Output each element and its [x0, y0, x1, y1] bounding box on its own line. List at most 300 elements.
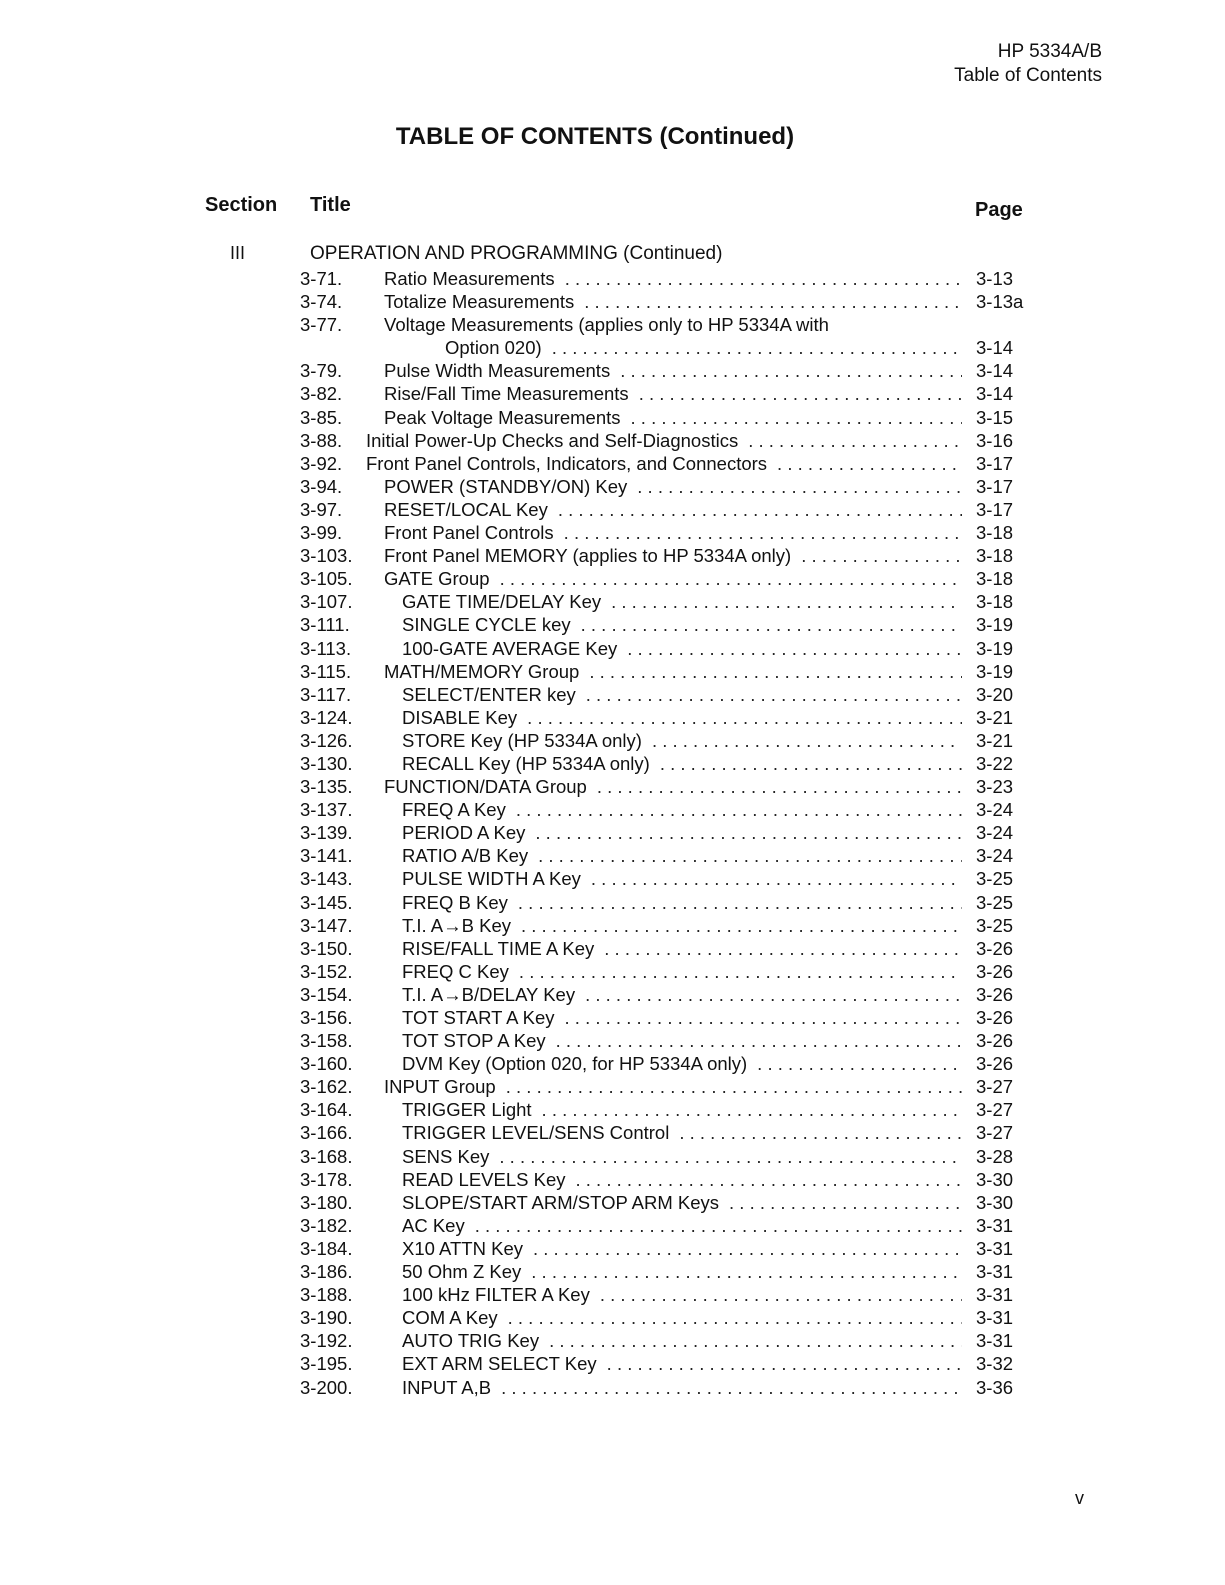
toc-entry-number: 3-82. [300, 383, 343, 405]
toc-entry [300, 983, 1020, 1006]
toc-entry [300, 1191, 1020, 1214]
toc-entry-page: 3-25 [976, 891, 1014, 913]
toc-entry-number: 3-99. [300, 522, 343, 544]
toc-entry [300, 660, 1020, 683]
toc-entry [300, 521, 1020, 544]
toc-entry-page: 3-36 [976, 1376, 1014, 1398]
dot-leader [538, 844, 962, 867]
toc-entry-page: 3-13 [976, 268, 1014, 289]
toc-entry-number: 3-158. [300, 1030, 353, 1052]
toc-entry-title-wrap [366, 452, 962, 475]
dot-leader [531, 1260, 962, 1283]
toc-entry-number: 3-190. [300, 1307, 353, 1329]
dot-leader [581, 613, 962, 636]
dot-leader [565, 1006, 962, 1029]
toc-entry-title-wrap [384, 521, 962, 544]
toc-entry-page: 3-19 [976, 660, 1014, 682]
dot-leader [801, 544, 962, 567]
toc-entry-page: 3-21 [976, 706, 1014, 728]
toc-entry-title: Voltage Measurements (applies only to HP 5334A with [384, 314, 829, 336]
toc-entry-number: 3-143. [300, 868, 353, 890]
toc-entry [300, 544, 1020, 567]
toc-entry-page: 3-31 [976, 1284, 1014, 1306]
toc-entry-title: FREQ A Key [402, 799, 506, 821]
toc-entry-title: 50 Ohm Z Key [402, 1261, 522, 1283]
toc-entry-title: READ LEVELS Key [402, 1168, 566, 1190]
dot-leader [475, 1214, 962, 1237]
dot-leader [589, 660, 962, 683]
toc-entry-title-wrap [402, 1306, 962, 1329]
toc-entry-number: 3-92. [300, 452, 343, 474]
column-header-section: Section [205, 194, 278, 216]
dot-leader [576, 1168, 963, 1191]
toc-entry-title-wrap [384, 660, 962, 683]
toc-entry-title: DVM Key (Option 020, for HP 5334A only) [402, 1053, 748, 1075]
toc-entry-number: 3-180. [300, 1191, 353, 1213]
dot-leader [600, 1283, 962, 1306]
toc-entry-page: 3-31 [976, 1307, 1014, 1329]
toc-entry-title-wrap [402, 637, 962, 660]
dot-leader [549, 1329, 962, 1352]
toc-entry-title-wrap [402, 1121, 962, 1144]
toc-entry-page: 3-30 [976, 1168, 1014, 1190]
toc-entry-page: 3-32 [976, 1353, 1014, 1375]
toc-entry-title: TRIGGER LEVEL/SENS Control [402, 1122, 670, 1144]
toc-entry [300, 960, 1020, 983]
toc-entry-number: 3-71. [300, 268, 343, 289]
dot-leader [564, 521, 962, 544]
dot-leader [679, 1121, 962, 1144]
page-title: TABLE OF CONTENTS (Continued) [395, 123, 795, 150]
toc-entry [300, 729, 1020, 752]
toc-entry [300, 1052, 1020, 1075]
toc-entry-page: 3-26 [976, 960, 1014, 982]
toc-entry [300, 1352, 1020, 1375]
toc-entry-number: 3-111. [300, 614, 350, 636]
toc-entry-page: 3-25 [976, 914, 1014, 936]
toc-entry-title: AC Key [402, 1214, 465, 1236]
toc-entry-title: INPUT Group [384, 1076, 496, 1098]
toc-entry-title: FREQ C Key [402, 960, 509, 982]
dot-leader [585, 983, 962, 1006]
dot-leader [777, 452, 962, 475]
toc-entry-number: 3-160. [300, 1053, 353, 1075]
dot-leader [556, 1029, 962, 1052]
toc-entry-title-wrap [402, 729, 962, 752]
toc-entry-page: 3-22 [976, 752, 1014, 774]
column-header-page: Page [975, 199, 1023, 221]
dot-leader [500, 567, 962, 590]
toc-entry-title-wrap [402, 1168, 962, 1191]
toc-entry-number: 3-117. [300, 683, 352, 705]
toc-entry-page: 3-31 [976, 1237, 1014, 1259]
toc-entry-number: 3-139. [300, 822, 353, 844]
dot-leader [527, 706, 962, 729]
dot-leader [565, 267, 962, 290]
toc-entry-title: Initial Power-Up Checks and Self-Diagnostics [366, 429, 739, 451]
dot-leader [652, 729, 962, 752]
toc-entry-number: 3-130. [300, 752, 353, 774]
toc-entry [300, 637, 1020, 660]
toc-entry-title: COM A Key [402, 1307, 498, 1329]
toc-entry-title-wrap [384, 475, 962, 498]
toc-entry-number: 3-115. [300, 660, 352, 682]
dot-leader [519, 960, 962, 983]
toc-entry-title-wrap [384, 1075, 962, 1098]
toc-entry-title-wrap [402, 821, 962, 844]
column-header-title: Title [310, 194, 351, 216]
toc-entry [300, 1329, 1020, 1352]
toc-entry-title-wrap [402, 1376, 962, 1399]
page-number: v [1075, 1488, 1084, 1508]
toc-entry-title-wrap [402, 683, 962, 706]
toc-entry-title: DISABLE Key [402, 706, 518, 728]
toc-entry-page: 3-26 [976, 1030, 1014, 1052]
toc-entry [300, 1214, 1020, 1237]
dot-leader [597, 775, 962, 798]
toc-entry [300, 452, 1020, 475]
toc-entry-title-wrap [402, 937, 962, 960]
toc-entry-page: 3-23 [976, 776, 1014, 798]
toc-entry [300, 613, 1020, 636]
toc-entry-title: EXT ARM SELECT Key [402, 1353, 597, 1375]
toc-entry-number: 3-141. [300, 845, 353, 867]
toc-entry-title: RATIO A/B Key [402, 845, 529, 867]
toc-entry-page: 3-16 [976, 429, 1014, 451]
toc-entry-title: GATE Group [384, 568, 490, 590]
toc-entry-title-wrap [384, 290, 962, 313]
toc-entry-number: 3-186. [300, 1261, 353, 1283]
toc-entry-title-wrap [384, 775, 962, 798]
toc-entry-title: Option 020) [445, 337, 542, 359]
toc-entry [300, 1098, 1020, 1121]
toc-entry-number: 3-156. [300, 1007, 353, 1028]
toc-entry-title-wrap [402, 1145, 962, 1168]
toc-entry-page: 3-27 [976, 1076, 1014, 1098]
toc-entry-title: SENS Key [402, 1145, 490, 1167]
toc-entry-title-wrap [384, 382, 962, 405]
toc-entry [300, 706, 1020, 729]
toc-entry-page: 3-30 [976, 1191, 1014, 1213]
toc-entry-title: RESET/LOCAL Key [384, 498, 548, 520]
toc-entry-number: 3-85. [300, 406, 343, 428]
toc-entry-title: Front Panel Controls [384, 522, 554, 544]
dot-leader [639, 382, 962, 405]
toc-entry-title-wrap [402, 914, 962, 937]
toc-entry-title: STORE Key (HP 5334A only) [402, 729, 642, 751]
toc-entry-title-wrap [402, 706, 962, 729]
toc-entry-number: 3-74. [300, 291, 343, 313]
dot-leader [757, 1052, 962, 1075]
toc-entry [300, 1237, 1020, 1260]
dot-leader [552, 336, 962, 359]
toc-entry [300, 844, 1020, 867]
toc-entry-page: 3-14 [976, 360, 1014, 382]
toc-entry-title: FREQ B Key [402, 891, 508, 913]
toc-entry-title-wrap [384, 359, 962, 382]
toc-entry-title-wrap [402, 1214, 962, 1237]
toc-entry [300, 1145, 1020, 1168]
toc-entry [300, 1376, 1020, 1399]
toc-list [300, 267, 1024, 1399]
toc-entry-number: 3-168. [300, 1145, 353, 1167]
toc-entry-page: 3-27 [976, 1099, 1014, 1121]
toc-entry-title: T.I. A→B Key [402, 914, 511, 936]
toc-entry-title-wrap [366, 429, 962, 452]
toc-entry-title-wrap [402, 960, 962, 983]
toc-entry-title: PERIOD A Key [402, 822, 526, 844]
toc-entry-title: TRIGGER Light [402, 1099, 532, 1121]
dot-leader [499, 1145, 962, 1168]
toc-entry [300, 1029, 1020, 1052]
toc-entry-number: 3-97. [300, 498, 343, 520]
toc-entry-page: 3-19 [976, 637, 1014, 659]
toc-entry-title: Front Panel MEMORY (applies to HP 5334A only) [384, 545, 792, 567]
toc-entry-number: 3-77. [300, 314, 343, 336]
toc-entry-title-wrap [402, 1283, 962, 1306]
toc-entry [300, 1260, 1020, 1283]
toc-entry-title-wrap [402, 1006, 962, 1029]
toc-entry-page: 3-31 [976, 1330, 1014, 1352]
toc-entry-number: 3-105. [300, 568, 353, 590]
toc-entry-number: 3-164. [300, 1099, 353, 1121]
toc-entry [300, 891, 1020, 914]
toc-entry-number: 3-113. [300, 637, 352, 659]
toc-entry-title-wrap [402, 590, 962, 613]
toc-entry-title-wrap [402, 1352, 962, 1375]
toc-entry-title-wrap [402, 613, 962, 636]
toc-entry-title: AUTO TRIG Key [402, 1330, 540, 1352]
toc-entry-page: 3-24 [976, 822, 1014, 844]
toc-entry-page: 3-20 [976, 683, 1014, 705]
toc-entry-title-wrap [402, 867, 962, 890]
toc-entry-title: INPUT A,B [402, 1376, 492, 1398]
toc-entry [300, 567, 1020, 590]
toc-entry-page: 3-13a [976, 291, 1024, 313]
toc-entry-number: 3-154. [300, 983, 353, 1005]
toc-entry-title: Pulse Width Measurements [384, 360, 611, 382]
dot-leader [660, 752, 962, 775]
dot-leader [516, 798, 962, 821]
running-header [954, 40, 1102, 88]
dot-leader [611, 590, 962, 613]
toc-entry-title-wrap [384, 498, 962, 521]
toc-entry-page: 3-28 [976, 1145, 1014, 1167]
toc-entry-number: 3-184. [300, 1237, 353, 1259]
toc-entry [300, 752, 1020, 775]
toc-entry-title-wrap [384, 544, 962, 567]
dot-leader [508, 1306, 962, 1329]
toc-entry [300, 1283, 1020, 1306]
toc-entry-title: TOT STOP A Key [402, 1030, 546, 1052]
toc-entry-title: RISE/FALL TIME A Key [402, 937, 595, 959]
toc-entry-title: 100-GATE AVERAGE Key [402, 637, 618, 659]
toc-entry-title: FUNCTION/DATA Group [384, 776, 587, 798]
toc-entry-title: Ratio Measurements [384, 268, 555, 289]
toc-entry-title-wrap [384, 406, 962, 429]
toc-entry-page: 3-26 [976, 1007, 1014, 1028]
toc-entry-title: Front Panel Controls, Indicators, and Connectors [366, 452, 768, 474]
toc-entry-title-wrap [402, 891, 962, 914]
toc-entry-title: GATE TIME/DELAY Key [402, 591, 602, 613]
toc-entry-title: POWER (STANDBY/ON) Key [384, 475, 628, 497]
toc-entry-title-wrap [384, 267, 962, 290]
toc-entry-title-wrap [402, 1329, 962, 1352]
toc-entry-page: 3-31 [976, 1261, 1014, 1283]
toc-entry [300, 937, 1020, 960]
toc-entry-number: 3-200. [300, 1376, 353, 1398]
toc-entry-number: 3-126. [300, 729, 353, 751]
toc-entry-title-wrap [384, 567, 962, 590]
toc-entry-number: 3-103. [300, 545, 353, 567]
toc-entry-page: 3-26 [976, 983, 1014, 1005]
toc-entry [300, 290, 1024, 313]
toc-entry [300, 382, 1020, 405]
toc-entry-page: 3-18 [976, 591, 1014, 613]
toc-entry-number: 3-195. [300, 1353, 353, 1375]
toc-entry-page: 3-26 [976, 1053, 1014, 1075]
toc-entry-title-wrap [402, 1191, 962, 1214]
toc-entry-title: SLOPE/START ARM/STOP ARM Keys [402, 1191, 720, 1213]
toc-entry-title-wrap [402, 1098, 962, 1121]
toc-entry [300, 498, 1020, 521]
toc-entry-page: 3-25 [976, 868, 1014, 890]
toc-entry-page: 3-21 [976, 729, 1014, 751]
toc-entry [300, 775, 1020, 798]
dot-leader [535, 821, 962, 844]
dot-leader [558, 498, 962, 521]
dot-leader [586, 683, 962, 706]
toc-entry-page: 3-15 [976, 406, 1014, 428]
dot-leader [631, 406, 962, 429]
toc-entry-number: 3-124. [300, 706, 353, 728]
toc-entry-title: TOT START A Key [402, 1007, 555, 1028]
toc-entry-page: 3-31 [976, 1214, 1014, 1236]
dot-leader [620, 359, 962, 382]
toc-entry-title: RECALL Key (HP 5334A only) [402, 752, 650, 774]
toc-entry-number: 3-178. [300, 1168, 353, 1190]
toc-entry-title-wrap [402, 983, 962, 1006]
dot-leader [542, 1098, 962, 1121]
toc-entry-title: SINGLE CYCLE key [402, 614, 571, 636]
toc-entry-page: 3-14 [976, 337, 1014, 359]
dot-leader [637, 475, 962, 498]
toc-entry [300, 406, 1020, 429]
toc-entry [300, 313, 1020, 336]
toc-entry [300, 914, 1020, 937]
dot-leader [729, 1191, 962, 1214]
dot-leader [533, 1237, 962, 1260]
dot-leader [627, 637, 962, 660]
toc-entry [300, 1306, 1020, 1329]
toc-entry-title: 100 kHz FILTER A Key [402, 1284, 590, 1306]
toc-entry-number: 3-166. [300, 1122, 353, 1144]
toc-entry [300, 590, 1020, 613]
toc-entry-number: 3-192. [300, 1330, 353, 1352]
toc-entry-title: Rise/Fall Time Measurements [384, 383, 629, 405]
dot-leader [748, 429, 962, 452]
toc-entry-title-wrap [402, 1052, 962, 1075]
header-section: Table of Contents [954, 65, 1102, 86]
toc-entry [300, 798, 1020, 821]
dot-leader [604, 937, 962, 960]
toc-entry [300, 1006, 1020, 1029]
section-number: III [230, 243, 246, 263]
toc-entry-page: 3-18 [976, 545, 1014, 567]
toc-entry-page: 3-24 [976, 799, 1014, 821]
toc-entry-page: 3-17 [976, 475, 1014, 497]
toc-entry [300, 821, 1020, 844]
toc-entry [300, 1168, 1020, 1191]
dot-leader [591, 867, 962, 890]
toc-entry-number: 3-147. [300, 914, 353, 936]
toc-entry [300, 1121, 1020, 1144]
toc-entry-number: 3-188. [300, 1284, 353, 1306]
dot-leader [501, 1376, 962, 1399]
toc-entry-number: 3-107. [300, 591, 353, 613]
toc-entry-page: 3-19 [976, 614, 1014, 636]
toc-entry-title-wrap [402, 1029, 962, 1052]
toc-entry-title: T.I. A→B/DELAY Key [402, 983, 576, 1005]
toc-entry-title: PULSE WIDTH A Key [402, 868, 581, 890]
toc-entry-title: MATH/MEMORY Group [384, 660, 580, 682]
toc-entry-title-wrap [402, 1237, 962, 1260]
toc-entry-title: Totalize Measurements [384, 291, 575, 313]
toc-entry-number: 3-162. [300, 1076, 353, 1098]
toc-entry-number: 3-135. [300, 776, 353, 798]
toc-entry-title-wrap [402, 798, 962, 821]
toc-entry-page: 3-18 [976, 522, 1014, 544]
dot-leader [506, 1075, 962, 1098]
toc-entry [300, 867, 1020, 890]
toc-entry-number: 3-150. [300, 937, 353, 959]
toc-entry-title: SELECT/ENTER key [402, 683, 576, 705]
dot-leader [607, 1352, 962, 1375]
toc-entry-number: 3-182. [300, 1214, 353, 1236]
header-model: HP 5334A/B [997, 41, 1102, 62]
dot-leader [521, 914, 962, 937]
toc-entry-title-wrap [445, 336, 962, 359]
toc-entry [300, 683, 1020, 706]
toc-entry [300, 475, 1020, 498]
toc-entry-page: 3-14 [976, 383, 1014, 405]
toc-entry-title: Peak Voltage Measurements [384, 406, 621, 428]
toc-entry-number: 3-94. [300, 475, 343, 497]
toc-entry-number: 3-137. [300, 799, 353, 821]
toc-entry [300, 429, 1020, 452]
toc-entry-page: 3-27 [976, 1122, 1014, 1144]
section-title: OPERATION AND PROGRAMMING (Continued) [310, 243, 723, 264]
toc-entry-number: 3-79. [300, 360, 343, 382]
toc-entry [300, 359, 1020, 382]
toc-entry-page: 3-26 [976, 937, 1014, 959]
toc-entry-page: 3-17 [976, 498, 1014, 520]
toc-entry-title-wrap [402, 1260, 962, 1283]
toc-entry [300, 1075, 1020, 1098]
toc-entry-title-wrap [402, 844, 962, 867]
toc-entry-page: 3-17 [976, 452, 1014, 474]
toc-entry-number: 3-152. [300, 960, 353, 982]
dot-leader [518, 891, 962, 914]
toc-entry [300, 267, 1020, 290]
toc-entry-title: X10 ATTN Key [402, 1237, 523, 1259]
toc-entry-title-wrap [402, 752, 962, 775]
toc-entry-page: 3-18 [976, 568, 1014, 590]
toc-entry-number: 3-145. [300, 891, 353, 913]
toc-entry [300, 336, 1020, 359]
toc-entry-page: 3-24 [976, 845, 1014, 867]
dot-leader [584, 290, 962, 313]
